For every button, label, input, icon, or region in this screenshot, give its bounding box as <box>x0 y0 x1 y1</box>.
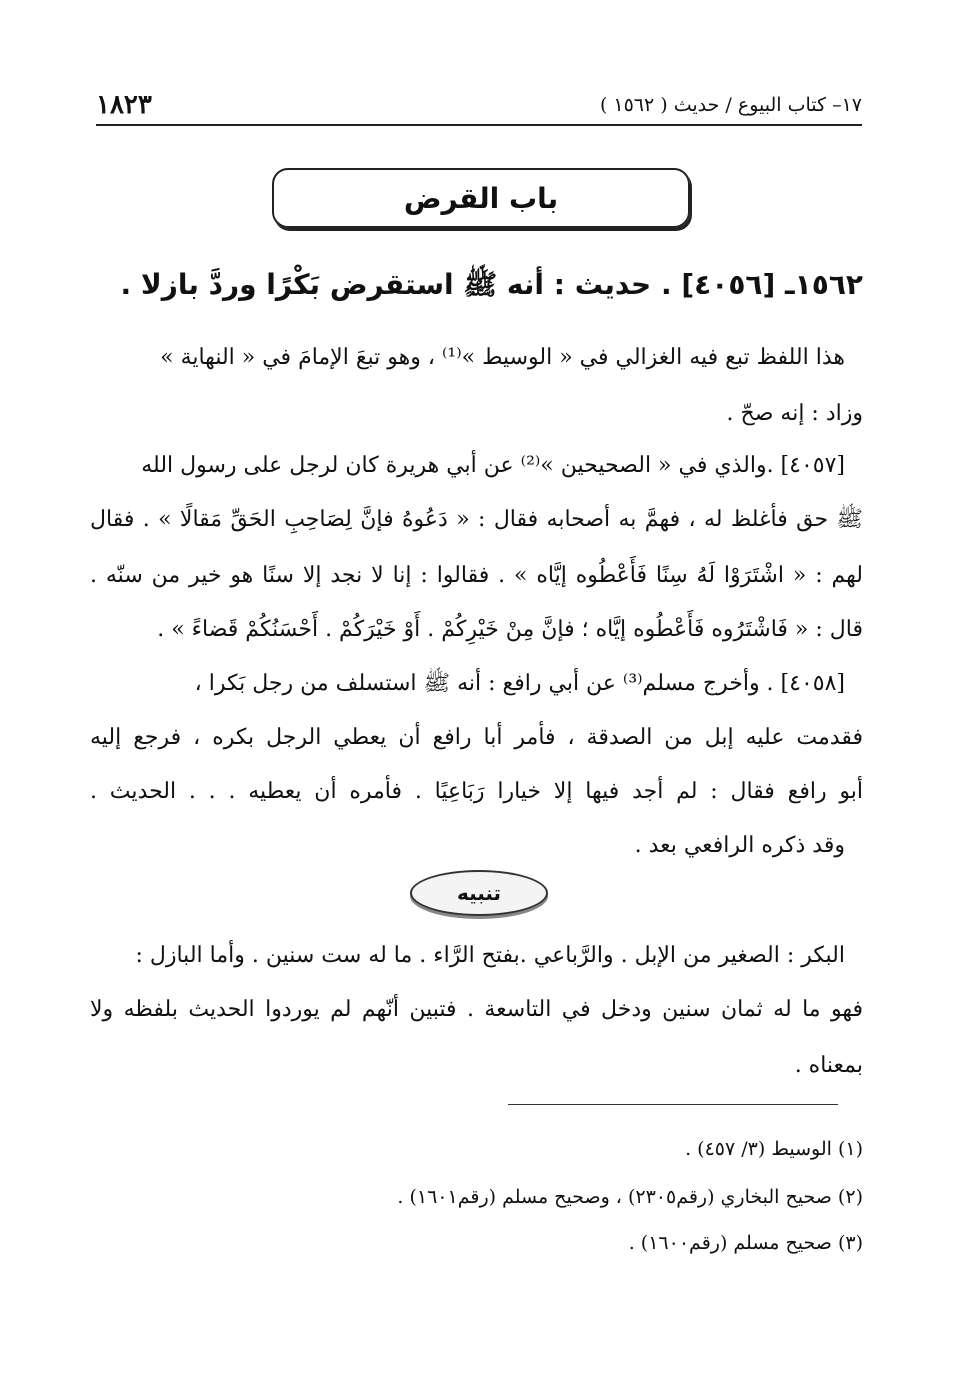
hadith-heading: ١٥٦٢ـ [٤٠٥٦] . حديث : أنه ﷺ استقرض بَكْرًا وردَّ بازلا . <box>120 268 863 301</box>
body-line: لهم : « اشْتَرَوْا لَهُ سِنًا فَأَعْطُوه إيَّاه » . فقالوا : إنا لا نجد إلا سنًا هو خير من سنّه . <box>90 563 864 588</box>
body-line: هذا اللفظ تبع فيه الغزالي في « الوسيط »⁽¹⁾ ، وهو تبعَ الإمامَ في « النهاية » <box>160 345 845 370</box>
body-line: قال : « فَاشْتَرُوه فَأَعْطُوه إيَّاه ؛ فإنَّ مِنْ خَيْرِكُمْ . أَوْ خَيْرَكُمْ . أَحْسَنُكُمْ قَضاءً » . <box>157 617 863 642</box>
page-number: ١٨٢٣ <box>96 90 152 120</box>
notice-line: البكر : الصغير من الإبل . والرَّباعي .بفتح الرَّاء . ما له ست سنين . وأما البازل : <box>135 943 845 968</box>
footnote: (٣) صحيح مسلم (رقم١٦٠٠) . <box>628 1232 863 1254</box>
body-line: وقد ذكره الرافعي بعد . <box>634 833 845 858</box>
page-header <box>96 88 862 126</box>
body-line: وزاد : إنه صحّ . <box>726 401 863 426</box>
footnote-divider <box>508 1104 838 1105</box>
body-line: [٤٠٥٨] . وأخرج مسلم⁽³⁾ عن أبي رافع : أنه ﷺ استسلف من رجل بَكرا ، <box>194 671 845 696</box>
running-head: ١٧– كتاب البيوع / حديث ( ١٥٦٢ ) <box>599 94 862 116</box>
notice-title: تنبيه <box>456 881 502 905</box>
footnote: (١) الوسيط (٣/ ٤٥٧) . <box>685 1138 863 1160</box>
notice-badge <box>410 870 548 916</box>
body-line: [٤٠٥٧] .والذي في « الصحيحين »⁽²⁾ عن أبي هريرة كان لرجل على رسول الله <box>141 453 845 478</box>
notice-line: فهو ما له ثمان سنين ودخل في التاسعة . فتبين أنّهم لم يوردوا الحديث بلفظه ولا <box>90 997 863 1022</box>
body-line: أبو رافع فقال : لم أجد فيها إلا خيارا رَبَاعِيًا . فأمره أن يعطيه . . . الحديث . <box>90 779 863 804</box>
chapter-title: باب القرض <box>403 181 559 215</box>
chapter-title-box <box>272 168 690 228</box>
body-line: ﷺ حق فأغلظ له ، فهمَّ به أصحابه فقال : « دَعُوهُ فإنَّ لِصَاحِبِ الحَقِّ مَقالًا » . فقال <box>90 507 863 532</box>
notice-line: بمعناه . <box>794 1053 863 1078</box>
body-line: فقدمت عليه إبل من الصدقة ، فأمر أبا رافع أن يعطي الرجل بكره ، فرجع إليه <box>90 725 864 750</box>
footnote: (٢) صحيح البخاري (رقم٢٣٠٥) ، وصحيح مسلم (رقم١٦٠١) . <box>397 1186 863 1208</box>
